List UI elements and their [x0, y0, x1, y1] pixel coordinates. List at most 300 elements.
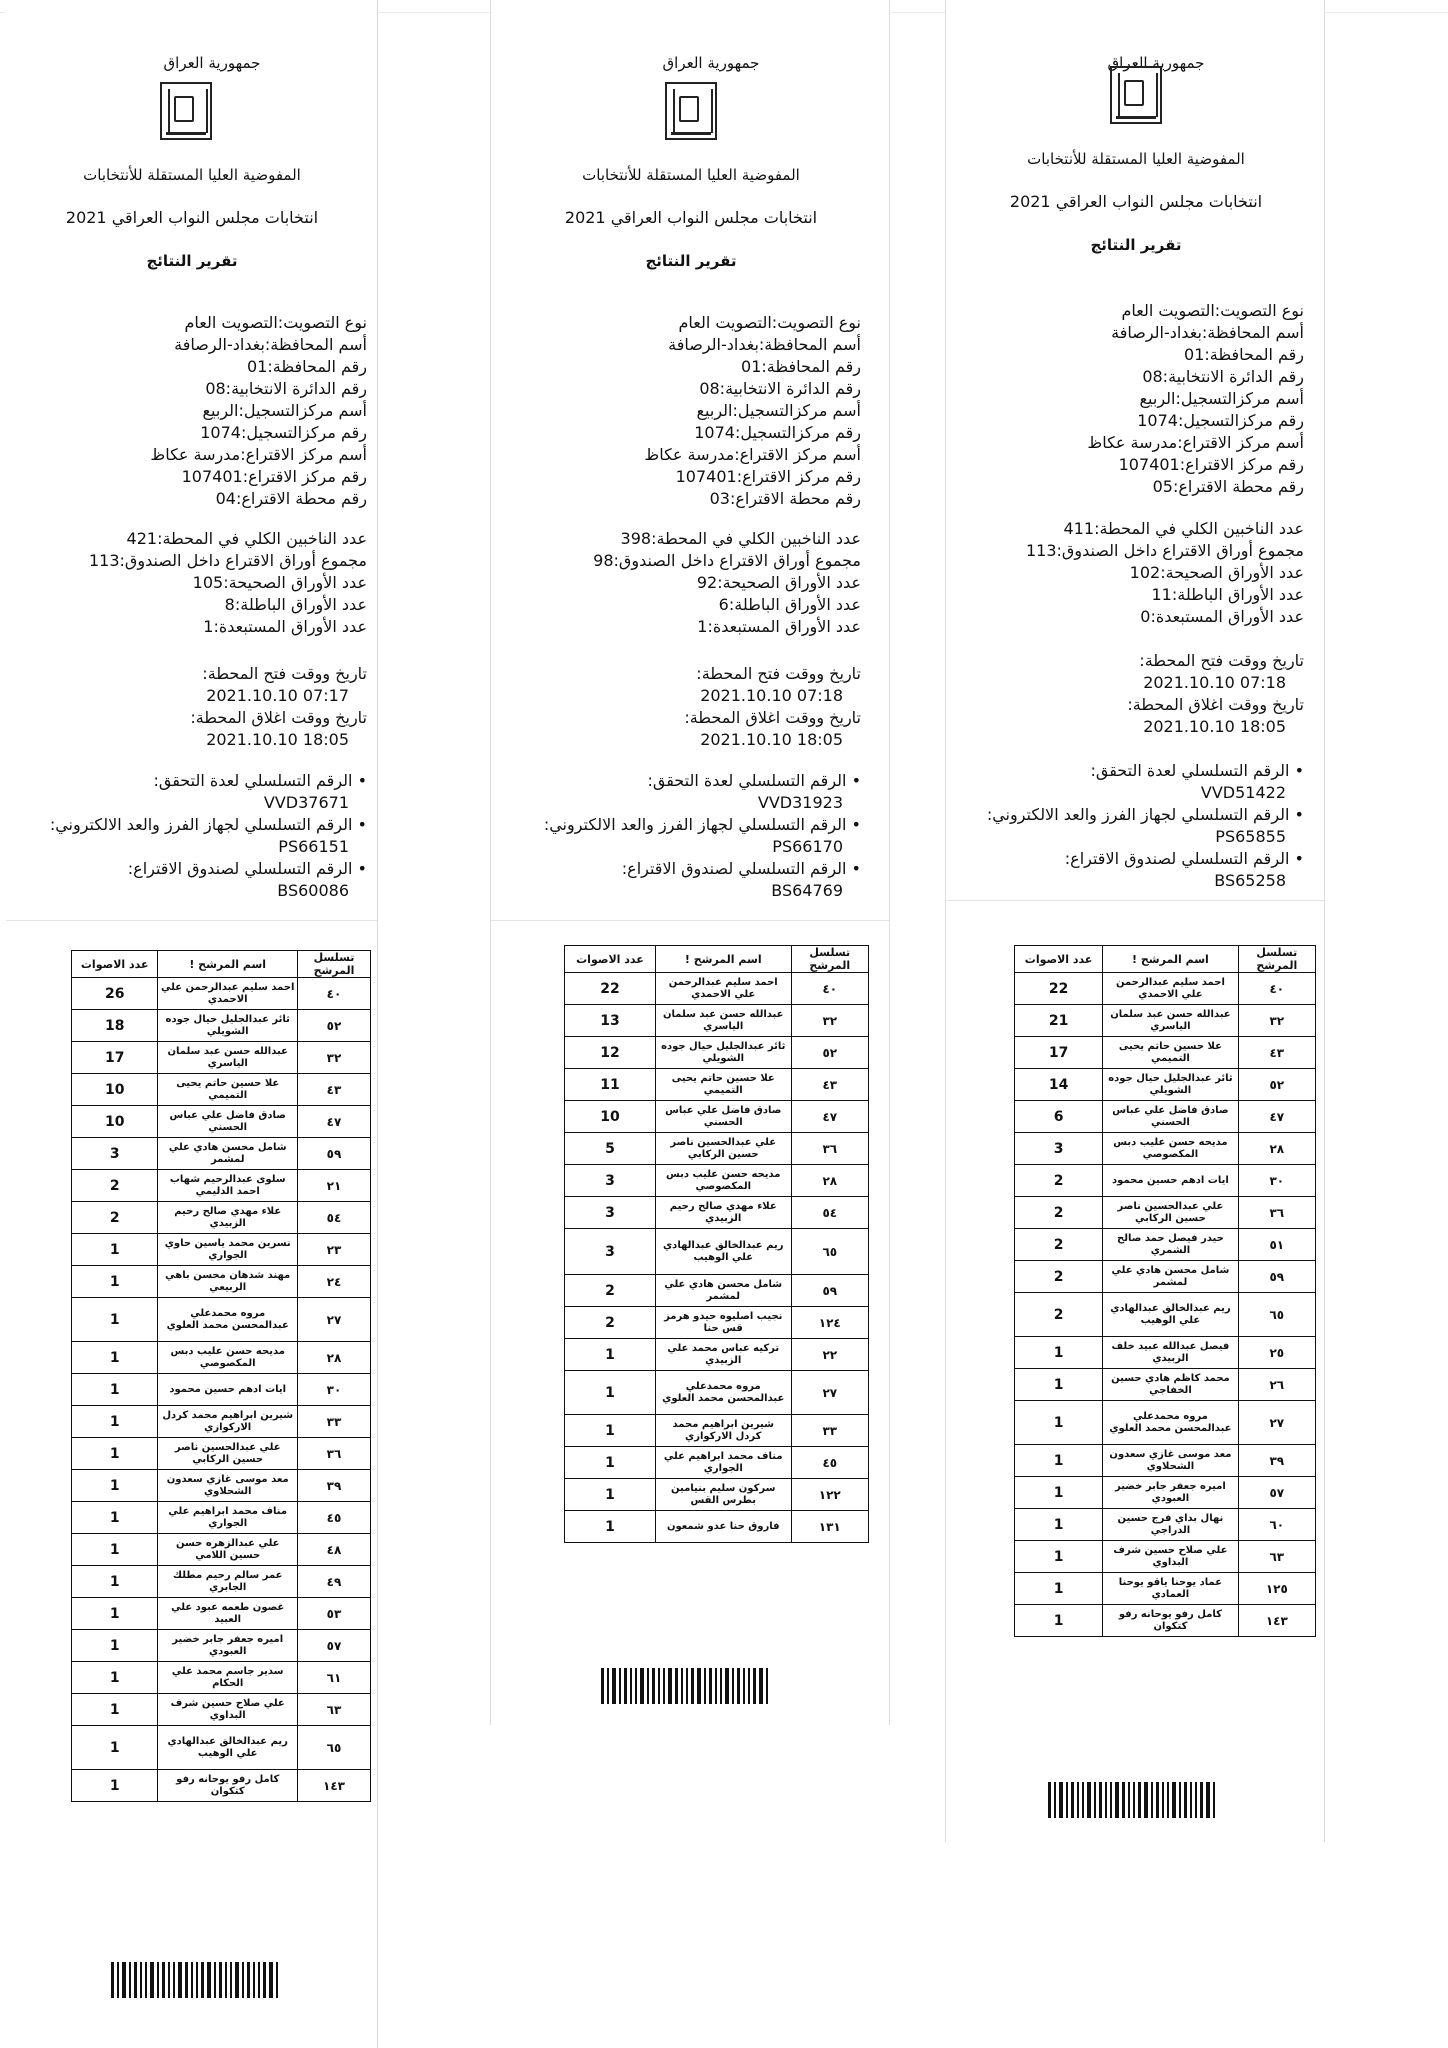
- candidate-name: سدير جاسم محمد علي الحكام: [158, 1662, 298, 1694]
- candidate-seq: ٣٩: [1238, 1445, 1315, 1477]
- count-line: عدد الأوراق المستبعدة:0: [1140, 607, 1304, 626]
- candidate-votes: 1: [72, 1502, 158, 1534]
- country-name: جمهورية العراق: [163, 54, 261, 72]
- table-row: [565, 1197, 869, 1229]
- info-line: أسم المحافظة:بغداد-الرصافة: [668, 335, 861, 354]
- table-row: [72, 1438, 371, 1470]
- election-title: انتخابات مجلس النواب العراقي 2021: [65, 208, 319, 227]
- table-row: [565, 1133, 869, 1165]
- count-line: عدد الناخبين الكلي في المحطة:398: [620, 529, 861, 548]
- candidate-votes: 14: [1015, 1069, 1103, 1101]
- candidate-seq: ٤٠: [791, 973, 868, 1005]
- candidate-name: ريم عبدالخالق عبدالهادي علي الوهيب: [158, 1726, 298, 1770]
- column-header: تسلسل المرشح: [791, 946, 868, 973]
- candidate-votes: 22: [1015, 973, 1103, 1005]
- candidate-seq: ٦٥: [1238, 1293, 1315, 1337]
- candidate-seq: ٥٢: [1238, 1069, 1315, 1101]
- candidate-seq: ٥٩: [1238, 1261, 1315, 1293]
- candidate-seq: ٥٩: [791, 1275, 868, 1307]
- serial-numbers: [50, 770, 367, 902]
- column-header: اسم المرشح !: [1103, 946, 1238, 973]
- info-line: رقم مركز الاقتراع:107401: [1118, 455, 1304, 474]
- candidate-votes: 6: [1015, 1101, 1103, 1133]
- table-row: [72, 978, 371, 1010]
- results-receipt: [490, 0, 890, 1725]
- candidate-name: اميره جعفر جابر خضير العبودي: [158, 1630, 298, 1662]
- table-row: [1015, 1401, 1316, 1445]
- table-row: [72, 1470, 371, 1502]
- table-header-row: [1015, 946, 1316, 973]
- candidate-votes: 1: [72, 1662, 158, 1694]
- candidate-seq: ٢١: [298, 1170, 371, 1202]
- table-row: [1015, 1005, 1316, 1037]
- barcode: [1048, 1782, 1218, 1818]
- candidate-votes: 1: [72, 1234, 158, 1266]
- close-label: تاريخ ووقت اغلاق المحطة:: [684, 708, 861, 727]
- info-line: أسم مركز الاقتراع:مدرسة عكاظ: [644, 445, 861, 464]
- candidate-name: مديحه حسن عليب دبس المكصوصي: [158, 1342, 298, 1374]
- candidate-seq: ٣٠: [1238, 1165, 1315, 1197]
- verify-value: VVD51422: [1200, 783, 1286, 802]
- info-line: رقم مركزالتسجيل:1074: [200, 423, 367, 442]
- table-row: [72, 1298, 371, 1342]
- candidate-name: سركون سليم بنيامين بطرس القس: [655, 1479, 791, 1511]
- candidate-seq: ٤٠: [298, 978, 371, 1010]
- candidate-name: نهال بداي فرج حسين الدراجي: [1103, 1509, 1238, 1541]
- candidate-name: احمد سليم عبدالرحمن علي الاحمدي: [158, 978, 298, 1010]
- table-row: [565, 1479, 869, 1511]
- candidate-name: ريم عبدالخالق عبدالهادي علي الوهيب: [655, 1229, 791, 1275]
- candidate-votes: 1: [1015, 1445, 1103, 1477]
- candidate-votes: 3: [565, 1165, 656, 1197]
- candidate-seq: ٥٧: [1238, 1477, 1315, 1509]
- table-row: [565, 1339, 869, 1371]
- table-row: [1015, 1229, 1316, 1261]
- candidate-votes: 3: [1015, 1133, 1103, 1165]
- candidate-seq: ٢٣: [298, 1234, 371, 1266]
- candidate-votes: 1: [1015, 1509, 1103, 1541]
- column-header: تسلسل المرشح: [1238, 946, 1315, 973]
- candidate-seq: ٢٨: [1238, 1133, 1315, 1165]
- candidate-seq: ٦٥: [298, 1726, 371, 1770]
- results-receipt: [6, 0, 378, 2048]
- candidate-seq: ١٣١: [791, 1511, 868, 1543]
- close-value: 2021.10.10 18:05: [1143, 717, 1286, 736]
- election-title: انتخابات مجلس النواب العراقي 2021: [564, 208, 818, 227]
- candidate-name: علي صلاح حسين شرف البداوي: [158, 1694, 298, 1726]
- info-line: أسم مركز الاقتراع:مدرسة عكاظ: [1087, 433, 1304, 452]
- table-row: [72, 1106, 371, 1138]
- column-header: تسلسل المرشح: [298, 951, 371, 978]
- candidate-seq: ٤٣: [791, 1069, 868, 1101]
- candidate-name: مناف محمد ابراهيم علي الجواري: [655, 1447, 791, 1479]
- candidate-seq: ٦٥: [791, 1229, 868, 1275]
- candidate-votes: 1: [72, 1342, 158, 1374]
- table-row: [565, 1165, 869, 1197]
- candidate-name: شامل محسن هادي علي لمشمر: [1103, 1261, 1238, 1293]
- candidate-name: معد موسى غازي سعدون الشحلاوي: [158, 1470, 298, 1502]
- candidate-votes: 1: [565, 1479, 656, 1511]
- candidate-name: فيصل عبدالله عبيد خلف الزبيدي: [1103, 1337, 1238, 1369]
- table-row: [1015, 1069, 1316, 1101]
- info-line: رقم محطة الاقتراع:04: [215, 489, 367, 508]
- country-name: جمهورية العراق: [662, 54, 760, 72]
- candidate-votes: 1: [565, 1447, 656, 1479]
- table-row: [1015, 1369, 1316, 1401]
- table-row: [72, 1534, 371, 1566]
- box-label: • الرقم التسلسلي لصندوق الاقتراع:: [621, 859, 861, 878]
- candidate-seq: ٦١: [298, 1662, 371, 1694]
- counter-label: • الرقم التسلسلي لجهاز الفرز والعد الالكتروني:: [543, 815, 861, 834]
- candidate-name: عبدالله حسن عبد سلمان الياسري: [1103, 1005, 1238, 1037]
- candidate-seq: ٣٩: [298, 1470, 371, 1502]
- table-row: [1015, 1197, 1316, 1229]
- ballot-counts: [89, 528, 367, 638]
- candidate-votes: 1: [565, 1511, 656, 1543]
- station-info: [1087, 300, 1304, 498]
- info-line: أسم مركز الاقتراع:مدرسة عكاظ: [150, 445, 367, 464]
- results-receipt: [945, 0, 1325, 1842]
- count-line: عدد الأوراق الصحيحة:105: [192, 573, 367, 592]
- candidate-seq: ٥٣: [298, 1598, 371, 1630]
- info-line: رقم مركز الاقتراع:107401: [675, 467, 861, 486]
- serial-numbers: [987, 760, 1304, 892]
- count-line: مجموع أوراق الاقتراع داخل الصندوق:98: [593, 551, 861, 570]
- candidate-votes: 2: [1015, 1229, 1103, 1261]
- candidate-name: مديحه حسن عليب دبس المكصوصي: [655, 1165, 791, 1197]
- candidate-seq: ١٢٥: [1238, 1573, 1315, 1605]
- candidate-seq: ٢٧: [298, 1298, 371, 1342]
- verify-value: VVD31923: [757, 793, 843, 812]
- candidate-seq: ٣٣: [298, 1406, 371, 1438]
- table-row: [72, 1566, 371, 1598]
- candidate-votes: 2: [72, 1202, 158, 1234]
- table-row: [72, 1726, 371, 1770]
- table-row: [1015, 1445, 1316, 1477]
- commission-logo-icon: [665, 82, 717, 140]
- candidate-votes: 1: [72, 1598, 158, 1630]
- candidate-name: مروه محمدعلي عبدالمحسن محمد العلوي: [1103, 1401, 1238, 1445]
- candidate-name: تركيه عباس محمد علي الزبيدي: [655, 1339, 791, 1371]
- table-row: [72, 1170, 371, 1202]
- candidate-votes: 17: [72, 1042, 158, 1074]
- table-row: [565, 1037, 869, 1069]
- info-line: رقم محطة الاقتراع:05: [1152, 477, 1304, 496]
- ballot-counts: [593, 528, 861, 638]
- table-row: [1015, 1337, 1316, 1369]
- candidate-seq: ١٤٣: [298, 1770, 371, 1802]
- candidate-votes: 2: [565, 1275, 656, 1307]
- table-row: [565, 973, 869, 1005]
- candidate-name: مهند شدهان محسن باهي الربيعي: [158, 1266, 298, 1298]
- candidate-votes: 10: [565, 1101, 656, 1133]
- info-line: رقم المحافظة:01: [741, 357, 861, 376]
- candidate-votes: 2: [565, 1307, 656, 1339]
- info-line: رقم الدائرة الانتخابية:08: [1142, 367, 1304, 386]
- candidate-seq: ٤٠: [1238, 973, 1315, 1005]
- info-line: رقم الدائرة الانتخابية:08: [699, 379, 861, 398]
- country-name: جمهورية العراق: [1107, 54, 1205, 72]
- candidate-seq: ٣٢: [298, 1042, 371, 1074]
- candidate-name: فاروق حنا عدو شمعون: [655, 1511, 791, 1543]
- table-row: [1015, 1605, 1316, 1637]
- candidate-name: نجيب اصليوه حيدو هرمز قس حنا: [655, 1307, 791, 1339]
- results-table: [71, 950, 371, 1802]
- table-row: [72, 1042, 371, 1074]
- candidate-seq: ٤٧: [791, 1101, 868, 1133]
- candidate-votes: 10: [72, 1074, 158, 1106]
- candidate-name: مروه محمدعلي عبدالمحسن محمد العلوي: [158, 1298, 298, 1342]
- table-row: [565, 1307, 869, 1339]
- candidate-seq: ٢٧: [1238, 1401, 1315, 1445]
- candidate-name: حيدر فيصل حمد صالح الشمري: [1103, 1229, 1238, 1261]
- candidate-seq: ٥٩: [298, 1138, 371, 1170]
- count-line: عدد الأوراق الباطلة:11: [1151, 585, 1304, 604]
- results-table: [1014, 945, 1316, 1637]
- candidate-seq: ٣٢: [791, 1005, 868, 1037]
- candidate-seq: ٤٥: [791, 1447, 868, 1479]
- candidate-name: عبدالله حسن عبد سلمان الياسري: [158, 1042, 298, 1074]
- table-row: [1015, 1165, 1316, 1197]
- candidate-votes: 1: [72, 1534, 158, 1566]
- candidate-name: شيرين ابراهيم محمد كردل الاركوازي: [655, 1415, 791, 1447]
- counter-label: • الرقم التسلسلي لجهاز الفرز والعد الالكتروني:: [986, 805, 1304, 824]
- info-line: نوع التصويت:التصويت العام: [1121, 301, 1304, 320]
- candidate-seq: ٥٢: [298, 1010, 371, 1042]
- candidate-name: كامل رفو يوحانه رفو كتكوان: [1103, 1605, 1238, 1637]
- report-title: تقرير النتائج: [645, 252, 737, 270]
- candidate-seq: ٥٤: [791, 1197, 868, 1229]
- close-value: 2021.10.10 18:05: [700, 730, 843, 749]
- table-row: [1015, 1037, 1316, 1069]
- candidate-seq: ٥٢: [791, 1037, 868, 1069]
- count-line: عدد الأوراق المستبعدة:1: [697, 617, 861, 636]
- candidate-votes: 1: [1015, 1477, 1103, 1509]
- close-label: تاريخ ووقت اغلاق المحطة:: [1127, 695, 1304, 714]
- candidate-name: ثائر عبدالجليل حيال جوده الشويلي: [655, 1037, 791, 1069]
- candidate-name: مناف محمد ابراهيم علي الجواري: [158, 1502, 298, 1534]
- info-line: نوع التصويت:التصويت العام: [184, 313, 367, 332]
- candidate-votes: 13: [565, 1005, 656, 1037]
- info-line: رقم الدائرة الانتخابية:08: [205, 379, 367, 398]
- candidate-votes: 2: [1015, 1293, 1103, 1337]
- box-label: • الرقم التسلسلي لصندوق الاقتراع:: [127, 859, 367, 878]
- candidate-votes: 3: [565, 1197, 656, 1229]
- box-value: BS64769: [771, 881, 843, 900]
- candidate-votes: 1: [1015, 1337, 1103, 1369]
- candidate-name: عمر سالم رحيم مطلك الجابري: [158, 1566, 298, 1598]
- column-header: عدد الاصوات: [72, 951, 158, 978]
- close-value: 2021.10.10 18:05: [206, 730, 349, 749]
- candidate-seq: ٤٣: [1238, 1037, 1315, 1069]
- count-line: مجموع أوراق الاقتراع داخل الصندوق:113: [1025, 541, 1304, 560]
- candidate-votes: 5: [565, 1133, 656, 1165]
- candidate-seq: ٢٤: [298, 1266, 371, 1298]
- candidate-name: معد موسى غازي سعدون الشحلاوي: [1103, 1445, 1238, 1477]
- candidate-votes: 1: [72, 1438, 158, 1470]
- candidate-seq: ٢٢: [791, 1339, 868, 1371]
- column-header: عدد الاصوات: [1015, 946, 1103, 973]
- info-line: رقم المحافظة:01: [247, 357, 367, 376]
- table-row: [72, 1694, 371, 1726]
- candidate-seq: ٤٨: [298, 1534, 371, 1566]
- candidate-seq: ٥١: [1238, 1229, 1315, 1261]
- candidate-seq: ٢٨: [791, 1165, 868, 1197]
- info-line: رقم المحافظة:01: [1184, 345, 1304, 364]
- table-header-row: [565, 946, 869, 973]
- column-header: اسم المرشح !: [655, 946, 791, 973]
- verify-value: VVD37671: [263, 793, 349, 812]
- candidate-votes: 1: [1015, 1605, 1103, 1637]
- candidate-seq: ٣٦: [298, 1438, 371, 1470]
- candidate-votes: 18: [72, 1010, 158, 1042]
- table-row: [72, 1342, 371, 1374]
- station-dates: [1127, 650, 1304, 738]
- candidate-votes: 1: [72, 1770, 158, 1802]
- table-row: [72, 1770, 371, 1802]
- candidate-name: صادق فاضل علي عباس الحسني: [158, 1106, 298, 1138]
- commission-logo-icon: [160, 82, 212, 140]
- table-row: [72, 1266, 371, 1298]
- table-row: [565, 1511, 869, 1543]
- candidate-seq: ٤٩: [298, 1566, 371, 1598]
- candidate-seq: ٣٦: [1238, 1197, 1315, 1229]
- open-value: 2021.10.10 07:18: [1143, 673, 1286, 692]
- candidate-name: عماد يوحنا ياقو يوحنا العمادي: [1103, 1573, 1238, 1605]
- table-row: [1015, 973, 1316, 1005]
- candidate-votes: 10: [72, 1106, 158, 1138]
- candidate-votes: 3: [72, 1138, 158, 1170]
- commission-logo-icon: [1110, 66, 1162, 124]
- candidate-votes: 21: [1015, 1005, 1103, 1037]
- candidate-seq: ٤٣: [298, 1074, 371, 1106]
- table-row: [1015, 1133, 1316, 1165]
- candidate-name: علي عبدالزهره حسن حسين اللامي: [158, 1534, 298, 1566]
- candidate-name: احمد سليم عبدالرحمن علي الاحمدي: [655, 973, 791, 1005]
- station-info: [150, 312, 367, 510]
- open-value: 2021.10.10 07:18: [700, 686, 843, 705]
- candidate-seq: ٣٦: [791, 1133, 868, 1165]
- table-row: [565, 1229, 869, 1275]
- candidate-name: علا حسين حاتم يحيى التميمي: [1103, 1037, 1238, 1069]
- table-row: [72, 1374, 371, 1406]
- table-row: [72, 1010, 371, 1042]
- candidate-name: علاء مهدي صالح رحيم الزبيدي: [158, 1202, 298, 1234]
- table-row: [1015, 1477, 1316, 1509]
- candidate-votes: 22: [565, 973, 656, 1005]
- candidate-name: مديحه حسن عليب دبس المكصوصي: [1103, 1133, 1238, 1165]
- candidate-name: علي عبدالحسين ناصر حسين الركابي: [655, 1133, 791, 1165]
- fold-line: [491, 920, 889, 921]
- results-table: [564, 945, 869, 1543]
- ballot-counts: [1026, 518, 1304, 628]
- candidate-votes: 26: [72, 978, 158, 1010]
- info-line: أسم مركزالتسجيل:الربيع: [202, 401, 367, 420]
- candidate-name: محمد كاظم هادي حسين الخفاجي: [1103, 1369, 1238, 1401]
- candidate-seq: ٤٧: [1238, 1101, 1315, 1133]
- candidate-name: غصون طعمه عبود علي العبيد: [158, 1598, 298, 1630]
- table-row: [565, 1275, 869, 1307]
- open-value: 2021.10.10 07:17: [206, 686, 349, 705]
- candidate-seq: ٢٥: [1238, 1337, 1315, 1369]
- candidate-name: مروه محمدعلي عبدالمحسن محمد العلوي: [655, 1371, 791, 1415]
- candidate-votes: 1: [72, 1694, 158, 1726]
- candidate-name: علا حسين حاتم يحيى التميمي: [158, 1074, 298, 1106]
- candidate-seq: ٤٥: [298, 1502, 371, 1534]
- info-line: رقم محطة الاقتراع:03: [709, 489, 861, 508]
- candidate-name: عبدالله حسن عبد سلمان الياسري: [655, 1005, 791, 1037]
- candidate-votes: 1: [1015, 1541, 1103, 1573]
- candidate-name: علي صلاح حسين شرف البداوي: [1103, 1541, 1238, 1573]
- report-title: تقرير النتائج: [1090, 236, 1182, 254]
- candidate-name: كامل رفو يوحانه رفو كتكوان: [158, 1770, 298, 1802]
- table-row: [72, 1202, 371, 1234]
- candidate-name: علي عبدالحسين ناصر حسين الركابي: [1103, 1197, 1238, 1229]
- candidate-seq: ١٤٣: [1238, 1605, 1315, 1637]
- candidate-name: ريم عبدالخالق عبدالهادي علي الوهيب: [1103, 1293, 1238, 1337]
- candidate-name: ثائر عبدالجليل حيال جوده الشويلي: [1103, 1069, 1238, 1101]
- fold-line: [946, 900, 1324, 901]
- station-dates: [190, 663, 367, 751]
- candidate-name: ثائر عبدالجليل حيال جوده الشويلي: [158, 1010, 298, 1042]
- candidate-seq: ٣٠: [298, 1374, 371, 1406]
- candidate-votes: 3: [565, 1229, 656, 1275]
- candidate-votes: 11: [565, 1069, 656, 1101]
- candidate-name: صادق فاضل علي عباس الحسني: [1103, 1101, 1238, 1133]
- candidate-seq: ١٢٤: [791, 1307, 868, 1339]
- table-header-row: [72, 951, 371, 978]
- candidate-name: شيرين ابراهيم محمد كردل الاركوازي: [158, 1406, 298, 1438]
- report-title: تقرير النتائج: [146, 252, 238, 270]
- info-line: رقم مركز الاقتراع:107401: [181, 467, 367, 486]
- candidate-votes: 1: [1015, 1369, 1103, 1401]
- counter-value: PS65855: [1215, 827, 1286, 846]
- count-line: عدد الأوراق الباطلة:8: [224, 595, 367, 614]
- candidate-votes: 17: [1015, 1037, 1103, 1069]
- table-row: [565, 1005, 869, 1037]
- station-info: [644, 312, 861, 510]
- close-label: تاريخ ووقت اغلاق المحطة:: [190, 708, 367, 727]
- count-line: عدد الأوراق الصحيحة:92: [696, 573, 861, 592]
- counter-value: PS66170: [772, 837, 843, 856]
- counter-value: PS66151: [278, 837, 349, 856]
- election-title: انتخابات مجلس النواب العراقي 2021: [1009, 192, 1263, 211]
- table-row: [1015, 1509, 1316, 1541]
- candidate-votes: 1: [565, 1371, 656, 1415]
- candidate-name: اميره جعفر جابر خضير العبودي: [1103, 1477, 1238, 1509]
- table-row: [72, 1406, 371, 1438]
- candidate-name: نسرين محمد ياسين حاوي الجواري: [158, 1234, 298, 1266]
- table-row: [72, 1138, 371, 1170]
- fold-line: [6, 920, 377, 921]
- candidate-name: ايات ادهم حسين محمود: [1103, 1165, 1238, 1197]
- candidate-name: علا حسين حاتم يحيى التميمي: [655, 1069, 791, 1101]
- commission-name: المفوضية العليا المستقلة للأنتخابات: [83, 166, 301, 184]
- candidate-votes: 2: [1015, 1197, 1103, 1229]
- candidate-name: صادق فاضل علي عباس الحسني: [655, 1101, 791, 1133]
- box-label: • الرقم التسلسلي لصندوق الاقتراع:: [1064, 849, 1304, 868]
- candidate-votes: 1: [565, 1339, 656, 1371]
- table-row: [1015, 1293, 1316, 1337]
- candidate-votes: 1: [1015, 1573, 1103, 1605]
- open-label: تاريخ ووقت فتح المحطة:: [202, 664, 367, 683]
- candidate-votes: 2: [1015, 1165, 1103, 1197]
- candidate-name: احمد سليم عبدالرحمن علي الاحمدي: [1103, 973, 1238, 1005]
- info-line: أسم المحافظة:بغداد-الرصافة: [174, 335, 367, 354]
- info-line: أسم مركزالتسجيل:الربيع: [696, 401, 861, 420]
- table-row: [72, 1630, 371, 1662]
- count-line: عدد الأوراق الباطلة:6: [718, 595, 861, 614]
